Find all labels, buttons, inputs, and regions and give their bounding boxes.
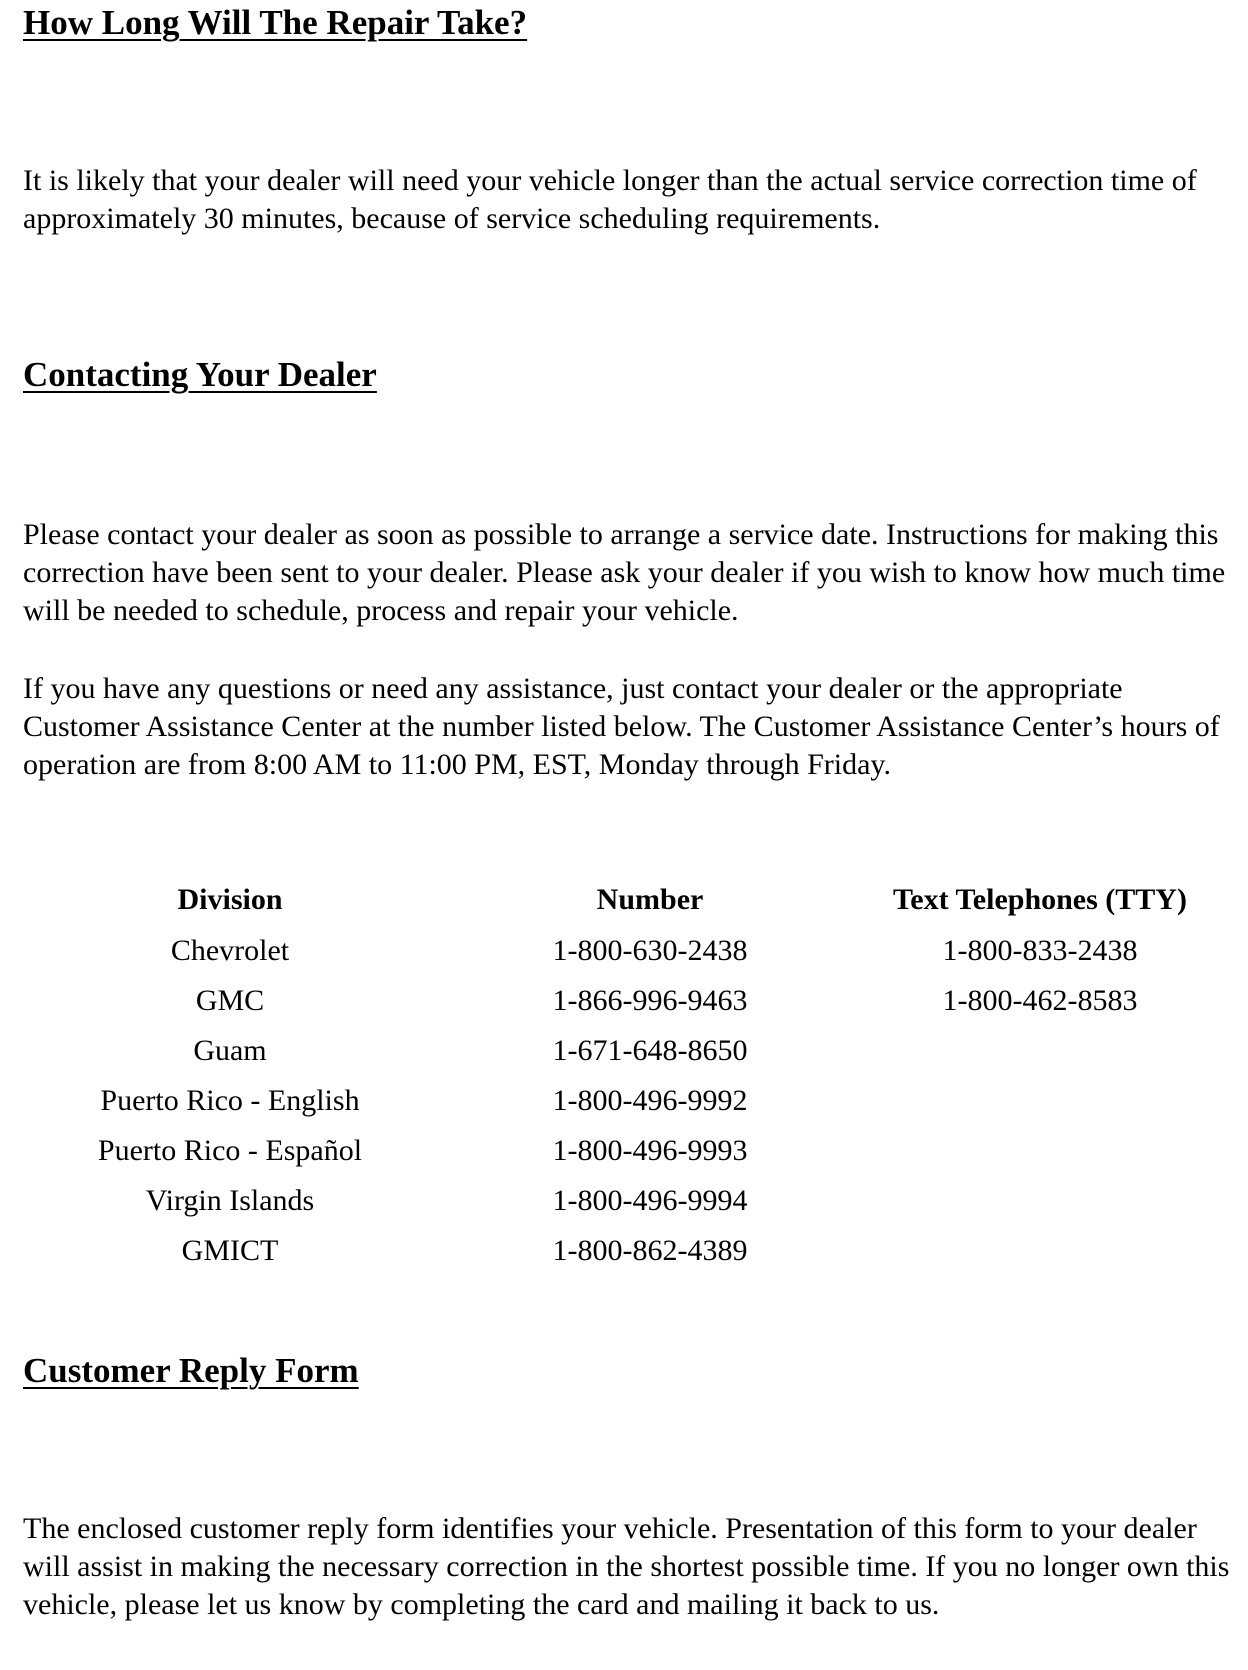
division-cell: Chevrolet: [170, 934, 290, 967]
number-cell: 1-800-496-9993: [552, 1134, 748, 1167]
contact-table: [40, 874, 1200, 1276]
division-cell: Puerto Rico - Español: [97, 1134, 363, 1167]
contacting-dealer-paragraph-2: If you have any questions or need any assistance, just contact your dealer or the appropriate Customer Assistance Center at the number listed below. The Customer Assistance Center’s hours of operation are from 8:00 AM to 11:00 PM, EST, Monday through Friday.: [23, 672, 1220, 781]
table-row: [40, 1026, 1200, 1076]
contacting-dealer-text-1: [23, 516, 1238, 630]
number-cell: 1-800-630-2438: [552, 934, 748, 967]
contact-table-header: [40, 874, 1200, 926]
table-row: [40, 1176, 1200, 1226]
number-cell: 1-671-648-8650: [552, 1034, 748, 1067]
heading-repair-time: How Long Will The Repair Take?: [23, 3, 528, 42]
division-cell: GMC: [195, 984, 265, 1017]
number-cell: 1-866-996-9463: [552, 984, 748, 1017]
repair-time-text: [23, 162, 1238, 238]
division-cell: GMICT: [181, 1234, 279, 1267]
heading-reply-form: Customer Reply Form: [23, 1351, 359, 1390]
table-row: [40, 1226, 1200, 1276]
tty-cell: 1-800-833-2438: [942, 934, 1138, 967]
division-cell: Guam: [193, 1034, 267, 1067]
division-cell: Virgin Islands: [145, 1184, 315, 1217]
reply-form-text: [23, 1510, 1238, 1624]
division-cell: Puerto Rico - English: [100, 1084, 360, 1117]
header-division: Division: [177, 883, 283, 916]
contacting-dealer-text-2: [23, 670, 1238, 784]
reply-form-paragraph: The enclosed customer reply form identifies your vehicle. Presentation of this form to your dealer will assist in making the necessary correction in the shortest possible time. If you no longer own this vehicle, please let us know by completing the card and mailing it back to us.: [23, 1512, 1230, 1621]
number-cell: 1-800-496-9994: [552, 1184, 748, 1217]
header-tty: Text Telephones (TTY): [893, 883, 1187, 916]
heading-contacting-dealer: Contacting Your Dealer: [23, 355, 377, 394]
table-row: [40, 1126, 1200, 1176]
contacting-dealer-paragraph-1: Please contact your dealer as soon as possible to arrange a service date. Instructions for making this correction have been sent to your dealer. Please ask your dealer if you wish to know how much time will be needed to schedule, process and repair your vehicle.: [23, 518, 1226, 627]
number-cell: 1-800-862-4389: [552, 1234, 748, 1267]
number-cell: 1-800-496-9992: [552, 1084, 748, 1117]
table-row: [40, 976, 1200, 1026]
header-number: Number: [596, 883, 704, 916]
repair-time-paragraph: It is likely that your dealer will need your vehicle longer than the actual service correction time of approximately 30 minutes, because of service scheduling requirements.: [23, 164, 1197, 235]
table-row: [40, 1076, 1200, 1126]
table-row: [40, 926, 1200, 976]
tty-cell: 1-800-462-8583: [942, 984, 1138, 1017]
